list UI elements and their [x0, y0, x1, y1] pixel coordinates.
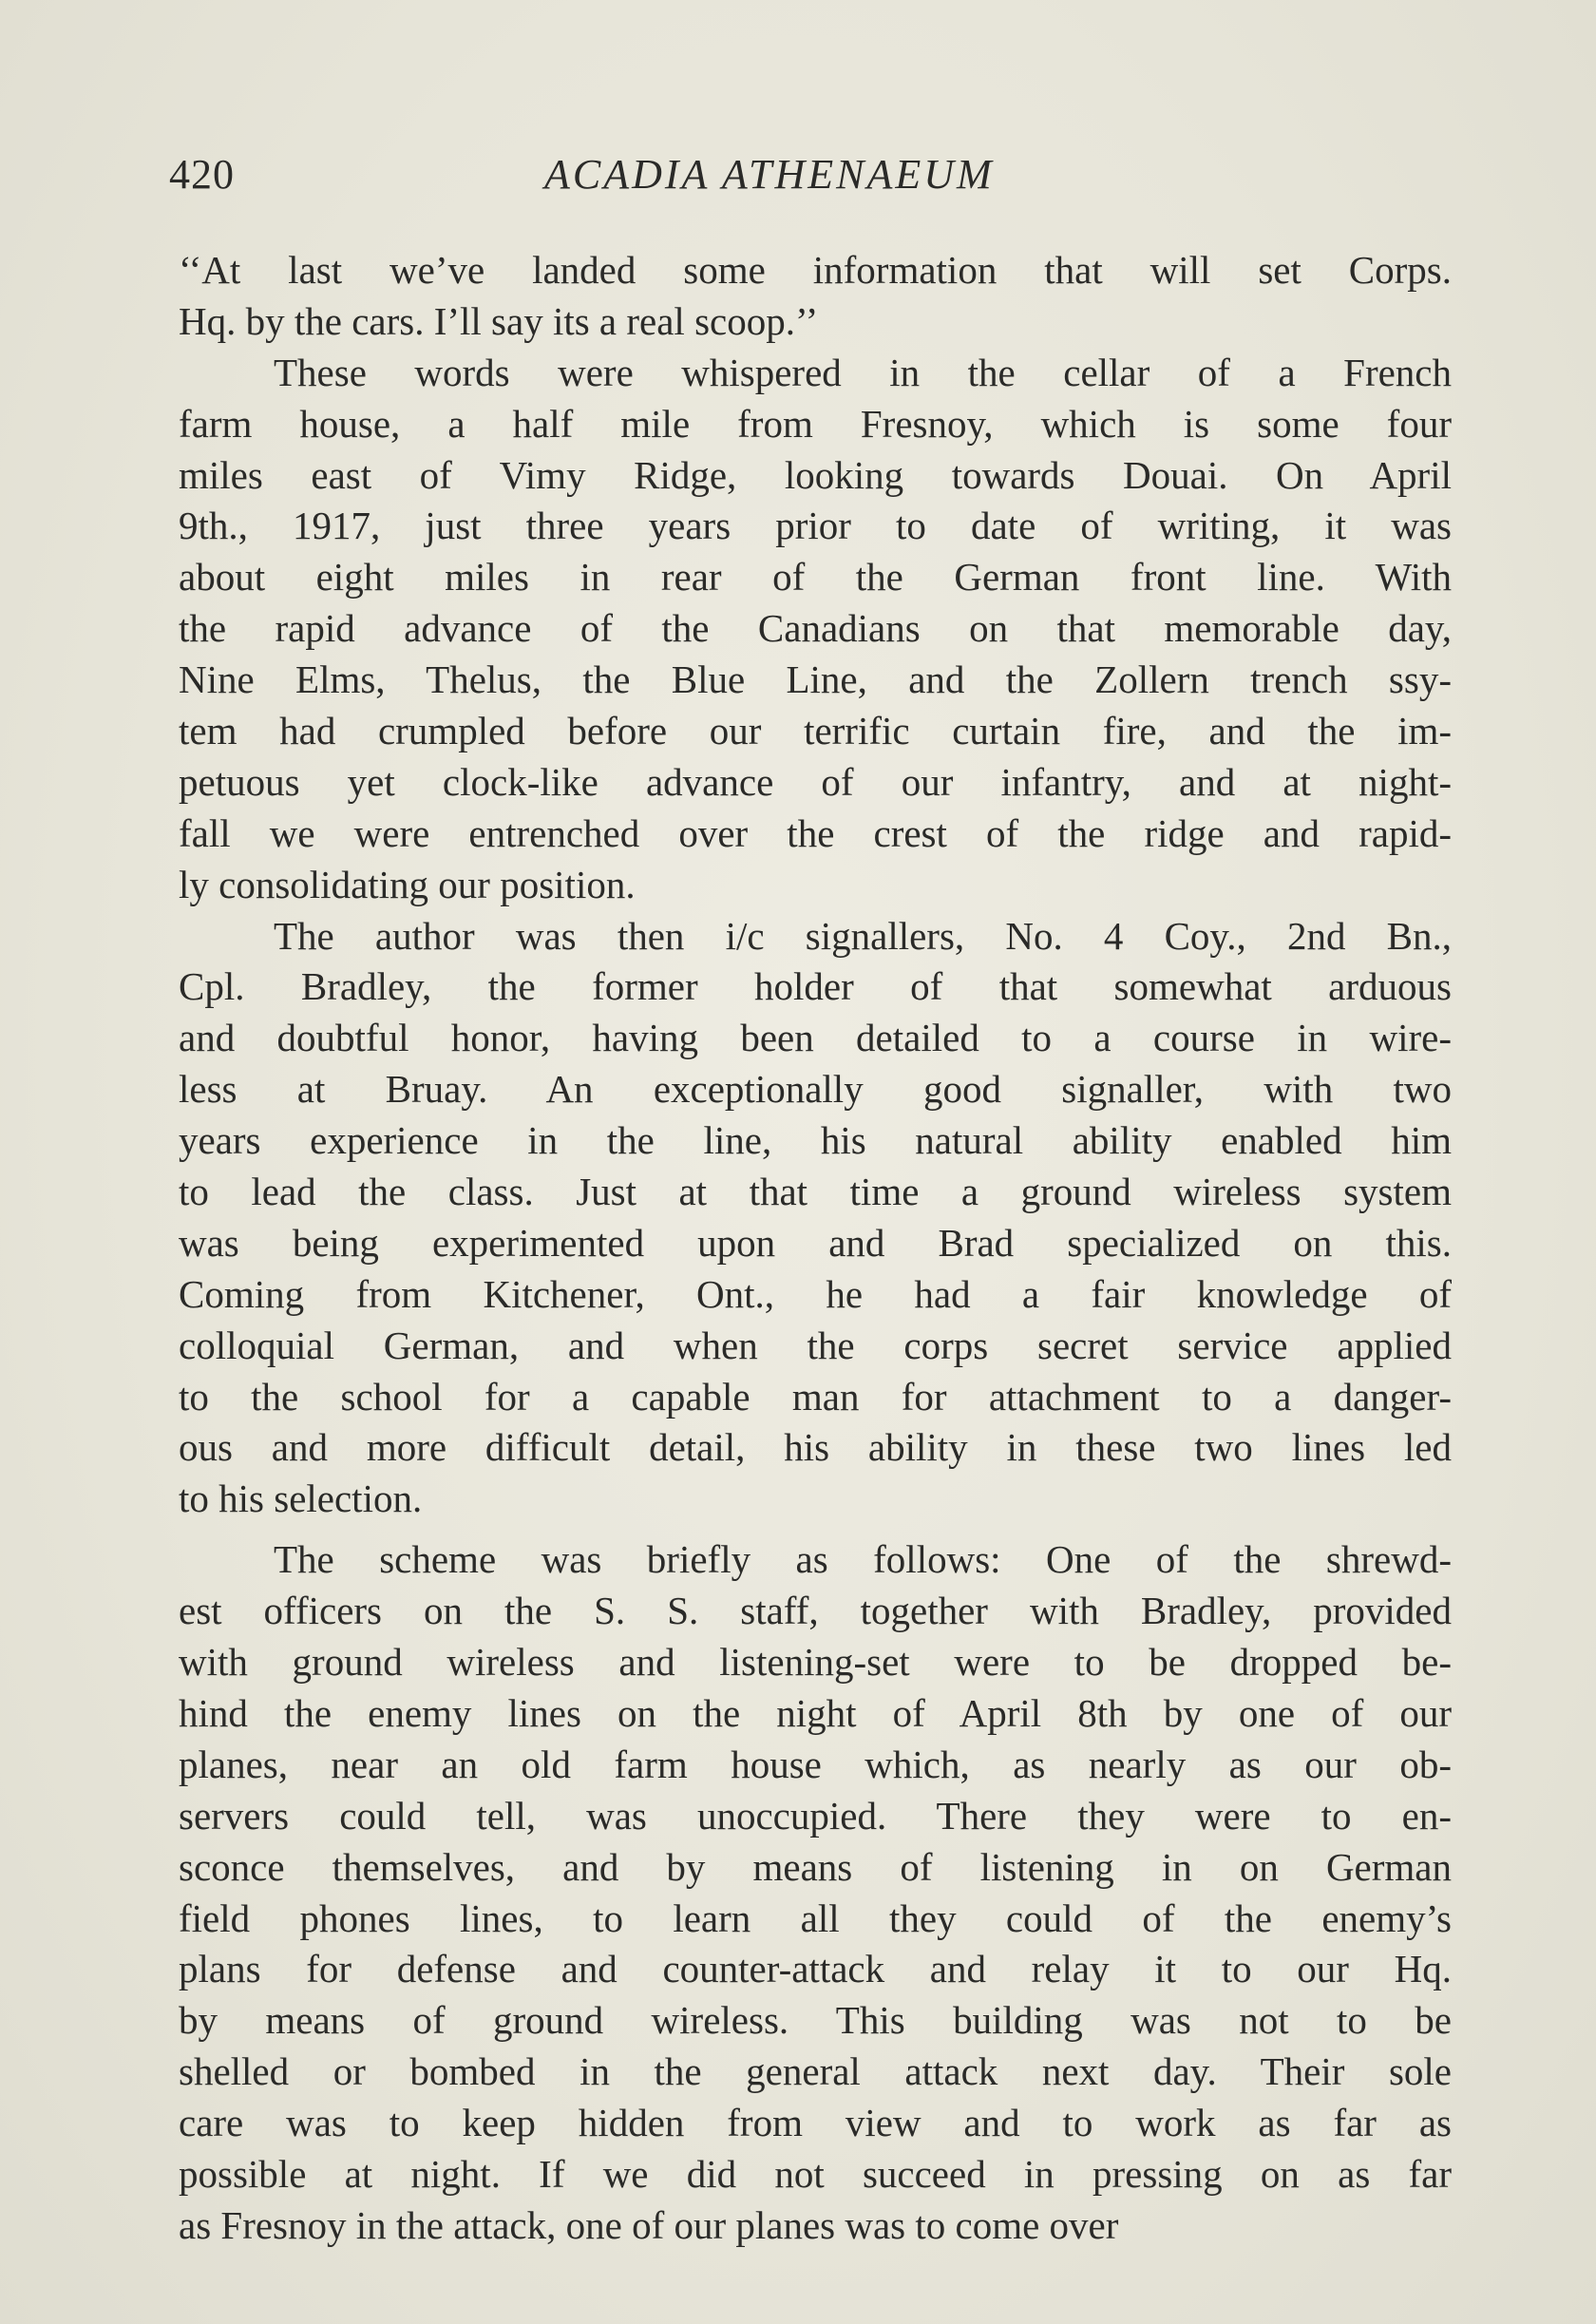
- text-line: miles east of Vimy Ridge, looking towards Douai. On April: [179, 452, 1452, 497]
- text-line: petuous yet clock-like advance of our infantry, and at night-: [179, 759, 1452, 804]
- text-line: by means of ground wireless. This building was not to be: [179, 1998, 1452, 2043]
- text-line: Cpl. Bradley, the former holder of that somewhat arduous: [179, 964, 1452, 1009]
- paragraph: [179, 245, 1452, 348]
- text-line: Nine Elms, Thelus, the Blue Line, and the Zollern trench ssy-: [179, 657, 1452, 702]
- page-header: [169, 150, 1452, 207]
- text-line: est officers on the S. S. staff, together with Bradley, provided: [179, 1589, 1452, 1633]
- text-line: Coming from Kitchener, Ont., he had a fair knowledge of: [179, 1271, 1452, 1316]
- text-line: care was to keep hidden from view and to work as far as: [179, 2101, 1452, 2145]
- running-head: ACADIA ATHENAEUM: [544, 151, 995, 198]
- text-line: hind the enemy lines on the night of April 8th by one of our: [179, 1690, 1452, 1735]
- text-line: tem had crumpled before our terrific curtain fire, and the im-: [179, 709, 1452, 753]
- paragraph: [179, 911, 1452, 1526]
- text-line: with ground wireless and listening-set were to be dropped be-: [179, 1640, 1452, 1685]
- text-line: servers could tell, was unoccupied. There they were to en-: [179, 1793, 1452, 1838]
- text-line: fall we were entrenched over the crest of the ridge and rapid-: [179, 810, 1452, 855]
- paragraph: [179, 348, 1452, 911]
- text-line: farm house, a half mile from Fresnoy, which is some four: [179, 401, 1452, 446]
- text-line: shelled or bombed in the general attack next day. Their sole: [179, 2049, 1452, 2094]
- text-line: to lead the class. Just at that time a ground wireless system: [179, 1170, 1452, 1214]
- text-line: to the school for a capable man for attachment to a danger-: [179, 1374, 1452, 1419]
- text-line: and doubtful honor, having been detailed to a course in wire-: [179, 1016, 1452, 1060]
- text-line: colloquial German, and when the corps secret service applied: [179, 1323, 1452, 1367]
- text-line: about eight miles in rear of the German front line. With: [179, 555, 1452, 600]
- text-line: as Fresnoy in the attack, one of our planes was to come over: [179, 2202, 1119, 2247]
- text-line: 9th., 1917, just three years prior to date of writing, it was: [179, 504, 1452, 548]
- text-line: planes, near an old farm house which, as nearly as our ob-: [179, 1742, 1452, 1786]
- text-line: ous and more difficult detail, his ability in these two lines led: [179, 1425, 1452, 1470]
- text-line: the rapid advance of the Canadians on that memorable day,: [179, 606, 1452, 651]
- text-line: ly consolidating our position.: [179, 862, 636, 906]
- paragraph-gap: [179, 1525, 1452, 1534]
- text-line: less at Bruay. An exceptionally good signaller, with two: [179, 1067, 1452, 1112]
- text-line: possible at night. If we did not succeed in pressing on as far: [179, 2151, 1452, 2196]
- text-line: years experience in the line, his natural ability enabled him: [179, 1118, 1452, 1163]
- paragraph: [179, 1534, 1452, 2251]
- text-line: These words were whispered in the cellar of a French: [274, 350, 1452, 394]
- text-line: field phones lines, to learn all they could of the enemy’s: [179, 1895, 1452, 1940]
- text-line: Hq. by the cars. I’ll say its a real scoop.’’: [179, 298, 819, 343]
- text-line: ‘‘At last we’ve landed some information that will set Corps.: [179, 248, 1452, 292]
- text-line: The author was then i/c signallers, No. 4 Coy., 2nd Bn.,: [274, 913, 1452, 958]
- page-number: 420: [169, 151, 235, 198]
- text-line: sconce themselves, and by means of listening in on German: [179, 1844, 1452, 1889]
- text-line: plans for defense and counter-attack and relay it to our Hq.: [179, 1947, 1452, 1991]
- text-line: The scheme was briefly as follows: One of the shrewd-: [274, 1537, 1452, 1582]
- text-line: was being experimented upon and Brad specialized on this.: [179, 1220, 1452, 1265]
- body-text: [179, 245, 1452, 2252]
- text-line: to his selection.: [179, 1476, 423, 1521]
